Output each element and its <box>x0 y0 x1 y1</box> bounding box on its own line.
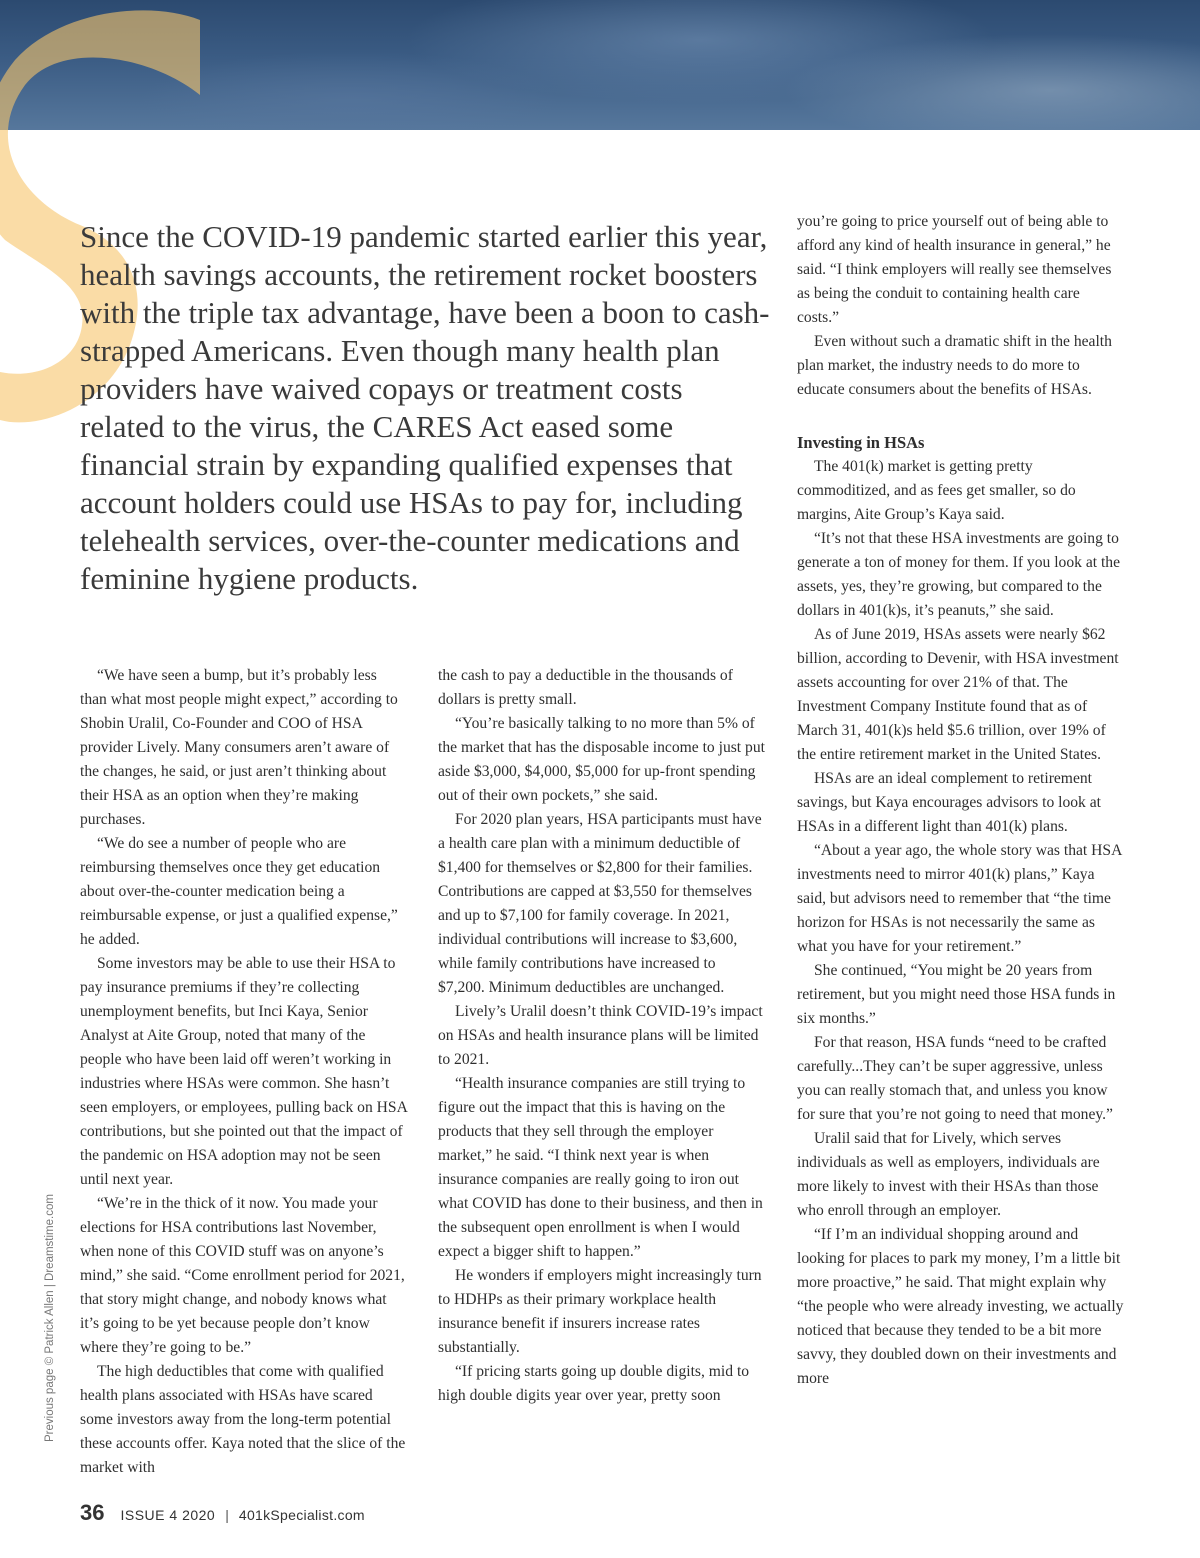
photo-credit: Previous page © Patrick Allen | Dreamstime.com <box>44 1194 56 1442</box>
body-paragraph: “We have seen a bump, but it’s probably less than what most people might expect,” according to Shobin Uralil, Co-Founder and COO of HSA provider Lively. Many consumers aren’t aware of the changes, he said, or just aren’t thinking about their HSA as an option when they’re making purchases. <box>80 667 398 828</box>
article-column-1 <box>80 664 407 1480</box>
body-paragraph: “We’re in the thick of it now. You made your elections for HSA contributions last November, when none of this COVID stuff was on anyone’s mind,” she said. “Come enrollment period for 2021, that story might change, and nobody knows what it’s going to be yet because people don’t know where they’re going to be.” <box>80 1195 405 1356</box>
lede-text: Since the COVID-19 pandemic started earlier this year, health savings accounts, the retirement rocket boosters with the triple tax advantage, have been a boon to cash-strapped Americans. Even though many health plan providers have waived copays or treatment costs related to the virus, the CARES Act eased some financial strain by expanding qualified expenses that account holders could use HSAs to pay for, including telehealth services, over-the-counter medications and feminine hygiene products. <box>80 219 770 596</box>
section-heading: Investing in HSAs <box>797 433 925 452</box>
site-url: 401kSpecialist.com <box>238 1507 365 1523</box>
body-paragraph: “It’s not that these HSA investments are going to generate a ton of money for them. If you look at the assets, yes, they’re growing, but compared to the dollars in 401(k)s, it’s peanuts,” she said. <box>797 530 1121 619</box>
body-paragraph: For that reason, HSA funds “need to be crafted carefully...They can’t be super aggressive, unless you can really stomach that, and unless you know for sure that you’re not going to need that money.” <box>797 1034 1113 1123</box>
body-paragraph: For 2020 plan years, HSA participants must have a health care plan with a minimum deductible of $1,400 for themselves or $2,800 for their families. Contributions are capped at $3,550 for themselves and up to $7,100 for family coverage. In 2021, individual contributions will increase to $3,600, while family contributions have increased to $7,200. Minimum deductibles are unchanged. <box>438 811 762 996</box>
article-column-2 <box>438 664 765 1408</box>
body-paragraph: The 401(k) market is getting pretty commoditized, and as fees get smaller, so do margins, Aite Group’s Kaya said. <box>797 458 1076 523</box>
body-paragraph: HSAs are an ideal complement to retirement savings, but Kaya encourages advisors to look at HSAs in a different light than 401(k) plans. <box>797 770 1102 835</box>
body-paragraph: “About a year ago, the whole story was that HSA investments need to mirror 401(k) plans,” Kaya said, but advisors need to remember that “the time horizon for HSAs is not necessarily the same as what you have for your retirement.” <box>797 842 1122 955</box>
body-paragraph: “We do see a number of people who are reimbursing themselves once they get education about over-the-counter medication being a reimbursable expense, or just a qualified expense,” he added. <box>80 835 398 948</box>
body-paragraph: Even without such a dramatic shift in the health plan market, the industry needs to do more to educate consumers about the benefits of HSAs. <box>797 333 1112 398</box>
body-paragraph: Lively’s Uralil doesn’t think COVID-19’s impact on HSAs and health insurance plans will be limited to 2021. <box>438 1003 763 1068</box>
issue-label: ISSUE 4 2020 <box>120 1507 216 1523</box>
body-paragraph: He wonders if employers might increasingly turn to HDHPs as their primary workplace health insurance benefit if insurers increase rates substantially. <box>438 1267 762 1356</box>
body-paragraph: “Health insurance companies are still trying to figure out the impact that this is having on the products that they sell through the employer market,” he said. “I think next year is when insurance companies are really going to iron out what COVID has done to their business, and then in the subsequent open enrollment is when I would expect a bigger shift to happen.” <box>438 1075 763 1260</box>
body-paragraph: As of June 2019, HSAs assets were nearly $62 billion, according to Devenir, with HSA investment assets accounting for over 21% of that. The Investment Company Institute found that as of March 31, 401(k)s held $5.6 trillion, over 19% of the entire retirement market in the United States. <box>797 626 1119 763</box>
article-column-3 <box>797 210 1124 1391</box>
body-paragraph: The high deductibles that come with qualified health plans associated with HSAs have scared some investors away from the long-term potential these accounts offer. Kaya noted that the slice of the market with <box>80 1363 406 1476</box>
footer-separator: | <box>225 1507 229 1523</box>
body-paragraph: Some investors may be able to use their HSA to pay insurance premiums if they’re collecting unemployment benefits, but Inci Kaya, Senior Analyst at Aite Group, noted that many of the people who have been laid off weren’t working in industries where HSAs were common. She hasn’t seen employers, or employees, pulling back on HSA contributions, but she pointed out that the impact of the pandemic on HSA adoption may not be seen until next year. <box>80 955 407 1188</box>
body-paragraph-continued: you’re going to price yourself out of being able to afford any kind of health insurance in general,” he said. “I think employers will really see themselves as being the conduit to containing health care costs.” <box>797 213 1112 326</box>
body-paragraph: “If pricing starts going up double digits, mid to high double digits year over year, pretty soon <box>438 1363 750 1404</box>
lede-paragraph <box>80 218 770 598</box>
body-paragraph: She continued, “You might be 20 years from retirement, but you might need those HSA funds in six months.” <box>797 962 1116 1027</box>
body-paragraph: “If I’m an individual shopping around and looking for places to park my money, I’m a little bit more proactive,” he said. That might explain why “the people who were already investing, we actually noticed that because they tended to be a bit more savvy, they doubled down on their investments and more <box>797 1226 1124 1387</box>
page-footer <box>80 1500 365 1530</box>
page-number: 36 <box>80 1500 105 1525</box>
body-paragraph: “You’re basically talking to no more than 5% of the market that has the disposable income to just put aside $3,000, $4,000, $5,000 for up-front spending out of their own pockets,” she said. <box>438 715 765 804</box>
body-paragraph-continued: the cash to pay a deductible in the thousands of dollars is pretty small. <box>438 667 733 708</box>
body-paragraph: Uralil said that for Lively, which serves individuals as well as employers, individuals are more likely to invest with their HSAs than those who enroll through an employer. <box>797 1130 1100 1219</box>
